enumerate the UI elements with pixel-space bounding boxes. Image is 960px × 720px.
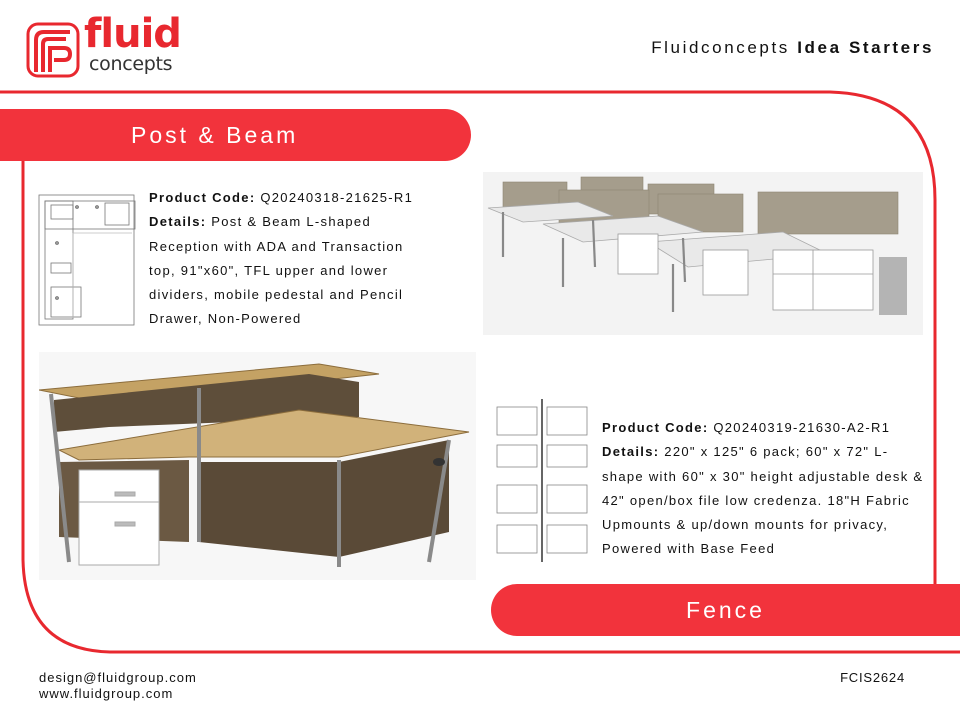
product-code-value: Q20240318-21625-R1 <box>255 190 414 205</box>
tagline-bold: Idea Starters <box>797 38 934 57</box>
floor-plan-post-beam <box>37 193 137 328</box>
details-row <box>149 210 431 331</box>
product-code-row <box>602 416 928 440</box>
product-code-label: Product Code: <box>149 190 256 205</box>
section-title-post-beam-text: Post & Beam <box>131 121 299 148</box>
footer-doc-code: FCIS2624 <box>840 670 905 685</box>
details-text: 220" x 125" 6 pack; 60" x 72" L-shape with 60" x 30" height adjustable desk & 42" open/box file low credenza. 18"H Fabric Upmounts & up/down mounts for privacy, Powered with Base Feed <box>602 444 924 557</box>
tagline-regular: Fluidconcepts <box>651 38 798 57</box>
floor-plan-fence <box>492 397 592 564</box>
workstations-image <box>483 172 923 335</box>
logo-word-fluid: fluid <box>84 11 181 57</box>
product-code-value: Q20240319-21630-A2-R1 <box>708 420 891 435</box>
footer-email-link[interactable]: design@fluidgroup.com <box>39 670 197 685</box>
section-title-post-beam <box>0 109 471 161</box>
logo-word-concepts: concepts <box>89 53 173 75</box>
details-label: Details: <box>149 214 207 230</box>
details-row <box>602 440 928 561</box>
section-title-fence-text: Fence <box>686 596 765 623</box>
details-label: Details: <box>602 444 660 460</box>
product-details-fence <box>602 416 928 562</box>
section-title-fence <box>491 584 960 636</box>
reception-desk-image <box>39 352 476 580</box>
product-code-label: Product Code: <box>602 420 709 435</box>
product-code-row <box>149 186 431 210</box>
header-tagline <box>651 38 934 58</box>
product-details-post-beam <box>149 186 431 332</box>
details-text: Post & Beam L-shaped Reception with ADA and Transaction top, 91"x60", TFL upper and lower dividers, mobile pedestal and Pencil Drawer, Non-Powered <box>149 214 404 327</box>
footer-website-link[interactable]: www.fluidgroup.com <box>39 686 174 701</box>
